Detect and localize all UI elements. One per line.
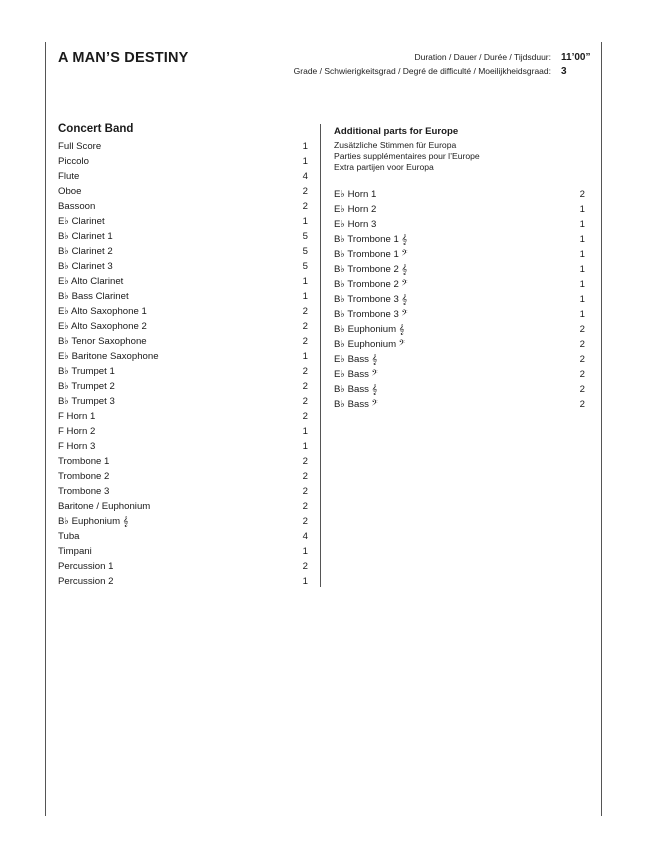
page-right-rule (601, 42, 602, 816)
part-name: E♭ Bass 𝄞 (334, 354, 378, 365)
part-quantity: 1 (579, 234, 585, 245)
part-quantity: 1 (302, 351, 308, 362)
part-row (334, 382, 585, 397)
part-quantity: 2 (579, 324, 585, 335)
part-quantity: 5 (302, 246, 308, 257)
part-name: B♭ Trumpet 1 (58, 366, 115, 377)
page-left-rule (45, 42, 46, 816)
part-quantity: 2 (579, 399, 585, 410)
part-row (58, 469, 308, 484)
part-name: B♭ Clarinet 2 (58, 246, 113, 257)
part-quantity: 2 (579, 369, 585, 380)
part-row (58, 379, 308, 394)
part-quantity: 2 (302, 336, 308, 347)
part-row (58, 484, 308, 499)
part-quantity: 5 (302, 231, 308, 242)
part-quantity: 1 (302, 291, 308, 302)
part-name: Flute (58, 171, 80, 182)
grade-value: 3 (561, 66, 567, 77)
part-name: Oboe (58, 186, 82, 197)
part-quantity: 2 (302, 486, 308, 497)
part-name: Trombone 3 (58, 486, 110, 497)
part-name: B♭ Bass 𝄢 (334, 399, 378, 410)
part-quantity: 1 (579, 204, 585, 215)
part-quantity: 2 (302, 471, 308, 482)
part-name: Timpani (58, 546, 92, 557)
part-quantity: 1 (302, 141, 308, 152)
part-row (58, 289, 308, 304)
grade-row (294, 66, 595, 77)
part-name: B♭ Bass 𝄞 (334, 384, 378, 395)
part-row (334, 277, 585, 292)
part-name: E♭ Alto Clarinet (58, 276, 124, 287)
part-row (334, 262, 585, 277)
europe-heading: Additional parts for Europe (334, 126, 459, 137)
part-name: E♭ Alto Saxophone 1 (58, 306, 147, 317)
part-quantity: 2 (302, 561, 308, 572)
part-name: B♭ Trombone 2 𝄢 (334, 279, 408, 290)
part-row (334, 217, 585, 232)
part-quantity: 2 (302, 456, 308, 467)
part-name: Trombone 1 (58, 456, 110, 467)
part-quantity: 2 (302, 201, 308, 212)
part-row (58, 559, 308, 574)
part-name: B♭ Bass Clarinet (58, 291, 129, 302)
part-row (58, 514, 308, 529)
part-quantity: 1 (579, 219, 585, 230)
part-row (334, 367, 585, 382)
part-row (58, 304, 308, 319)
part-quantity: 2 (579, 354, 585, 365)
part-row (334, 292, 585, 307)
part-name: Baritone / Euphonium (58, 501, 151, 512)
duration-row (414, 52, 595, 63)
part-row (334, 232, 585, 247)
part-name: B♭ Trombone 1 𝄢 (334, 249, 408, 260)
part-row (58, 259, 308, 274)
part-quantity: 2 (302, 186, 308, 197)
europe-parts-list (334, 187, 585, 412)
part-name: F Horn 3 (58, 441, 96, 452)
part-name: B♭ Euphonium 𝄢 (334, 339, 405, 350)
part-quantity: 1 (302, 546, 308, 557)
part-quantity: 1 (579, 249, 585, 260)
part-quantity: 1 (579, 309, 585, 320)
part-row (58, 199, 308, 214)
part-name: Bassoon (58, 201, 96, 212)
part-quantity: 5 (302, 261, 308, 272)
part-name: B♭ Clarinet 3 (58, 261, 113, 272)
part-row (58, 424, 308, 439)
part-quantity: 1 (302, 276, 308, 287)
part-quantity: 1 (579, 279, 585, 290)
part-quantity: 2 (579, 384, 585, 395)
part-row (58, 499, 308, 514)
europe-subtitle-nl: Extra partijen voor Europa (334, 162, 434, 172)
part-name: F Horn 2 (58, 426, 96, 437)
part-row (58, 454, 308, 469)
part-quantity: 2 (302, 396, 308, 407)
concert-band-heading: Concert Band (58, 123, 134, 135)
part-name: Trombone 2 (58, 471, 110, 482)
part-row (58, 409, 308, 424)
part-row (58, 439, 308, 454)
part-quantity: 2 (302, 501, 308, 512)
part-quantity: 1 (302, 426, 308, 437)
part-row (334, 397, 585, 412)
part-quantity: 1 (579, 294, 585, 305)
part-name: Percussion 1 (58, 561, 114, 572)
part-name: B♭ Euphonium 𝄞 (58, 516, 129, 527)
part-row (58, 574, 308, 589)
part-name: F Horn 1 (58, 411, 96, 422)
part-row (334, 322, 585, 337)
part-quantity: 2 (302, 411, 308, 422)
part-name: B♭ Trumpet 2 (58, 381, 115, 392)
part-name: Piccolo (58, 156, 89, 167)
part-row (334, 337, 585, 352)
part-row (58, 544, 308, 559)
part-row (334, 247, 585, 262)
part-quantity: 2 (302, 366, 308, 377)
part-quantity: 1 (579, 264, 585, 275)
grade-label: Grade / Schwierigkeitsgrad / Degré de difficulté / Moeilijkheidsgraad: (293, 66, 551, 76)
part-quantity: 2 (302, 306, 308, 317)
part-quantity: 4 (302, 171, 308, 182)
concert-band-parts-list (58, 139, 308, 589)
part-row (58, 184, 308, 199)
part-name: E♭ Horn 2 (334, 204, 377, 215)
europe-subtitle-de: Zusätzliche Stimmen für Europa (334, 140, 457, 150)
part-row (58, 529, 308, 544)
part-row (58, 334, 308, 349)
part-quantity: 2 (579, 339, 585, 350)
part-name: Full Score (58, 141, 102, 152)
part-name: B♭ Trombone 3 𝄞 (334, 294, 408, 305)
part-name: B♭ Trombone 2 𝄞 (334, 264, 408, 275)
part-quantity: 2 (302, 321, 308, 332)
part-name: B♭ Tenor Saxophone (58, 336, 147, 347)
part-quantity: 1 (302, 156, 308, 167)
column-divider (320, 124, 321, 587)
part-row (58, 139, 308, 154)
duration-value: 11’00” (561, 52, 591, 63)
part-row (58, 349, 308, 364)
part-quantity: 2 (302, 516, 308, 527)
part-name: E♭ Alto Saxophone 2 (58, 321, 147, 332)
part-quantity: 1 (302, 216, 308, 227)
part-name: E♭ Baritone Saxophone (58, 351, 159, 362)
part-name: Percussion 2 (58, 576, 114, 587)
part-row (58, 244, 308, 259)
part-name: B♭ Trombone 3 𝄢 (334, 309, 408, 320)
part-name: B♭ Trumpet 3 (58, 396, 115, 407)
part-name: E♭ Clarinet (58, 216, 105, 227)
part-name: Tuba (58, 531, 80, 542)
part-row (58, 394, 308, 409)
part-row (334, 307, 585, 322)
part-row (58, 319, 308, 334)
piece-title: A MAN’S DESTINY (58, 50, 189, 66)
duration-label: Duration / Dauer / Durée / Tijdsduur: (414, 52, 551, 62)
part-row (58, 364, 308, 379)
part-quantity: 4 (302, 531, 308, 542)
part-row (58, 214, 308, 229)
part-row (334, 187, 585, 202)
part-name: E♭ Bass 𝄢 (334, 369, 378, 380)
part-row (58, 274, 308, 289)
part-name: B♭ Trombone 1 𝄞 (334, 234, 408, 245)
part-quantity: 2 (579, 189, 585, 200)
part-row (58, 154, 308, 169)
part-row (334, 202, 585, 217)
part-quantity: 1 (302, 441, 308, 452)
part-quantity: 2 (302, 381, 308, 392)
part-name: E♭ Horn 1 (334, 189, 377, 200)
part-quantity: 1 (302, 576, 308, 587)
part-row (58, 169, 308, 184)
europe-subtitle-fr: Parties supplémentaires pour l’Europe (334, 151, 480, 161)
part-name: B♭ Clarinet 1 (58, 231, 113, 242)
part-name: B♭ Euphonium 𝄞 (334, 324, 405, 335)
part-name: E♭ Horn 3 (334, 219, 377, 230)
part-row (334, 352, 585, 367)
part-row (58, 229, 308, 244)
